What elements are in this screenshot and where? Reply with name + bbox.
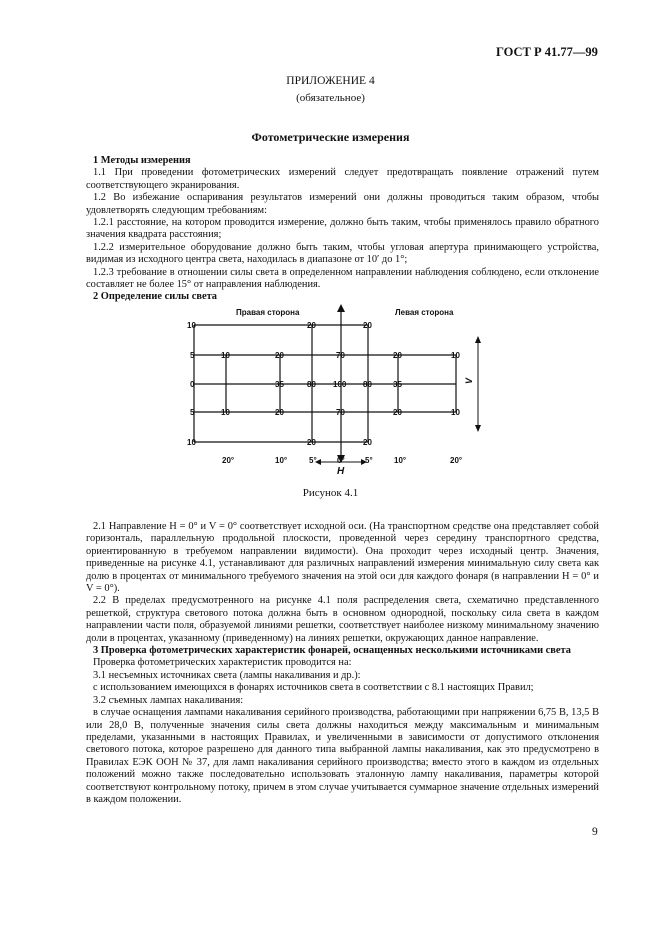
paragraph-2-1: 2.1 Направление H = 0° и V = 0° соответствует исходной оси. (На транспортном средстве она представляет собой горизонталь, параллельную продольной плоскости, проведенной через середину транспортного средства, ориентированную в требуемом направлении видимости). Она проходит через исходный центр. Значения, приведенные на рисунке 4.1, устанавливают для различных направлений измерения минимальную силу света как долю в процентах от минимального требуемого значения на этой оси для каждого фонаря (в направлении H = 0° и V = 0°).: [86, 521, 599, 595]
paragraph-1-2-2: 1.2.2 измерительное оборудование должно быть таким, чтобы угловая апертура принимающего устройства, видимая из исходного центра света, находилась в диапазоне от 10′ до 1°;: [86, 241, 599, 266]
h-label: 10°: [275, 456, 288, 465]
value-label: 20: [363, 438, 372, 447]
value-label: 70: [336, 408, 345, 417]
page-number: 9: [592, 826, 598, 838]
value-label: 20: [363, 321, 372, 330]
axis-h-label: H: [337, 466, 345, 475]
axis-v-label: V: [464, 377, 474, 384]
paragraph-2-2: 2.2 В пределах предусмотренного на рисунке 4.1 поля распределения света, схематично представленного решеткой, структура светового потока должна быть в основном однородной, поскольку сила света в каждом направлении части поля, образуемой линиями решетки, соответствует наиболее низкому минимальному значению доли в процентах, указанному (приведенному) на линиях решетки, окружающих данное направление.: [86, 595, 599, 644]
h-label: 20°: [450, 456, 463, 465]
h-label: 10°: [394, 456, 407, 465]
paragraph-1-2-1: 1.2.1 расстояние, на котором проводится измерение, должно быть таким, чтобы применялось правило обратного значения квадрата расстояния;: [86, 217, 599, 241]
h-label: 20°: [222, 456, 235, 465]
value-label: 20: [393, 351, 402, 360]
v-label: 5: [190, 351, 195, 360]
paragraph-3-intro: Проверка фотометрических характеристик проводится на:: [93, 657, 352, 669]
standard-code: ГОСТ Р 41.77—99: [496, 45, 598, 59]
photometric-grid-figure: [170, 300, 490, 475]
value-label: 20: [275, 408, 284, 417]
value-label: 20: [307, 321, 316, 330]
value-label: 70: [336, 351, 345, 360]
arrow-v-down-icon: [475, 425, 481, 432]
v-label: 5: [190, 408, 195, 417]
direction-section: [86, 521, 599, 806]
value-label: 10: [451, 408, 460, 417]
h-label: 0°: [337, 456, 345, 465]
arrow-v-up-icon: [475, 336, 481, 343]
value-label: 20: [393, 408, 402, 417]
value-label: 100: [333, 380, 347, 389]
value-label: 20: [275, 351, 284, 360]
label-left-side: Левая сторона: [395, 308, 454, 317]
v-label: 10: [187, 438, 196, 447]
value-label: 10: [221, 408, 230, 417]
section-title: Фотометрические измерения: [251, 130, 410, 144]
heading-verification: 3 Проверка фотометрических характеристик фонарей, оснащенных несколькими источниками света: [93, 645, 571, 657]
heading-luminous-intensity: 2 Определение силы света: [93, 291, 218, 303]
value-label: 10: [451, 351, 460, 360]
paragraph-3-2b: в случае оснащения лампами накаливания серийного производства, работающими при напряжении 6,75 В, 13,5 В или 28,0 В, полученные значения силы света должны находиться между максимальным и минимальным пределами, указанными в настоящих Правилах, и увеличенными в зависимости от допустимого отклонения светового потока, которое разрешено для данного типа выбранной лампы накаливания, как это предусмотрено в Правилах ЕЭК ООН № 37, для ламп накаливания серийного производства; вместо этого в каждом из отдельных положений можно также последовательно использовать эталонную лампу накаливания, параметры которой соответствуют контрольному потоку, причем в этом случае учитывается суммарное значение отдельных измерений в каждом положении.: [86, 707, 599, 805]
paragraph-3-2: 3.2 съемных лампах накаливания:: [93, 694, 244, 706]
v-label: 0: [190, 380, 195, 389]
v-label: 10: [187, 321, 196, 330]
annex-status: (обязательное): [296, 92, 365, 104]
value-label: 10: [221, 351, 230, 360]
h-label: 5°: [309, 456, 317, 465]
value-label: 80: [363, 380, 372, 389]
heading-methods: 1 Методы измерения: [93, 155, 191, 166]
methods-section: [86, 155, 599, 304]
value-label: 80: [307, 380, 316, 389]
annex-title: ПРИЛОЖЕНИЕ 4: [286, 75, 375, 87]
arrow-up-icon: [337, 304, 345, 312]
paragraph-3-1b: с использованием имеющихся в фонарях источников света в соответствии с 8.1 настоящих Правил;: [93, 682, 534, 694]
value-label: 20: [307, 438, 316, 447]
h-label: 5°: [365, 456, 373, 465]
paragraph-1-2: 1.2 Во избежание оспаривания результатов измерений они должны проводиться таким образом, чтобы удовлетворять следующим требованиям:: [86, 192, 599, 216]
paragraph-1-2-3: 1.2.3 требование в отношении силы света в определенном направлении наблюдения соблюдено, если отклонение составляет не более 15° от направления наблюдения.: [86, 266, 599, 291]
figure-caption: Рисунок 4.1: [302, 487, 359, 499]
value-label: 35: [393, 380, 402, 389]
value-label: 35: [275, 380, 284, 389]
label-right-side: Правая сторона: [236, 308, 300, 317]
paragraph-3-1: 3.1 несъемных источниках света (лампы накаливания и др.):: [93, 669, 361, 681]
paragraph-1-1: 1.1 При проведении фотометрических измерений следует предотвращать появление отражений путем соответствующего экранирования.: [86, 167, 599, 191]
